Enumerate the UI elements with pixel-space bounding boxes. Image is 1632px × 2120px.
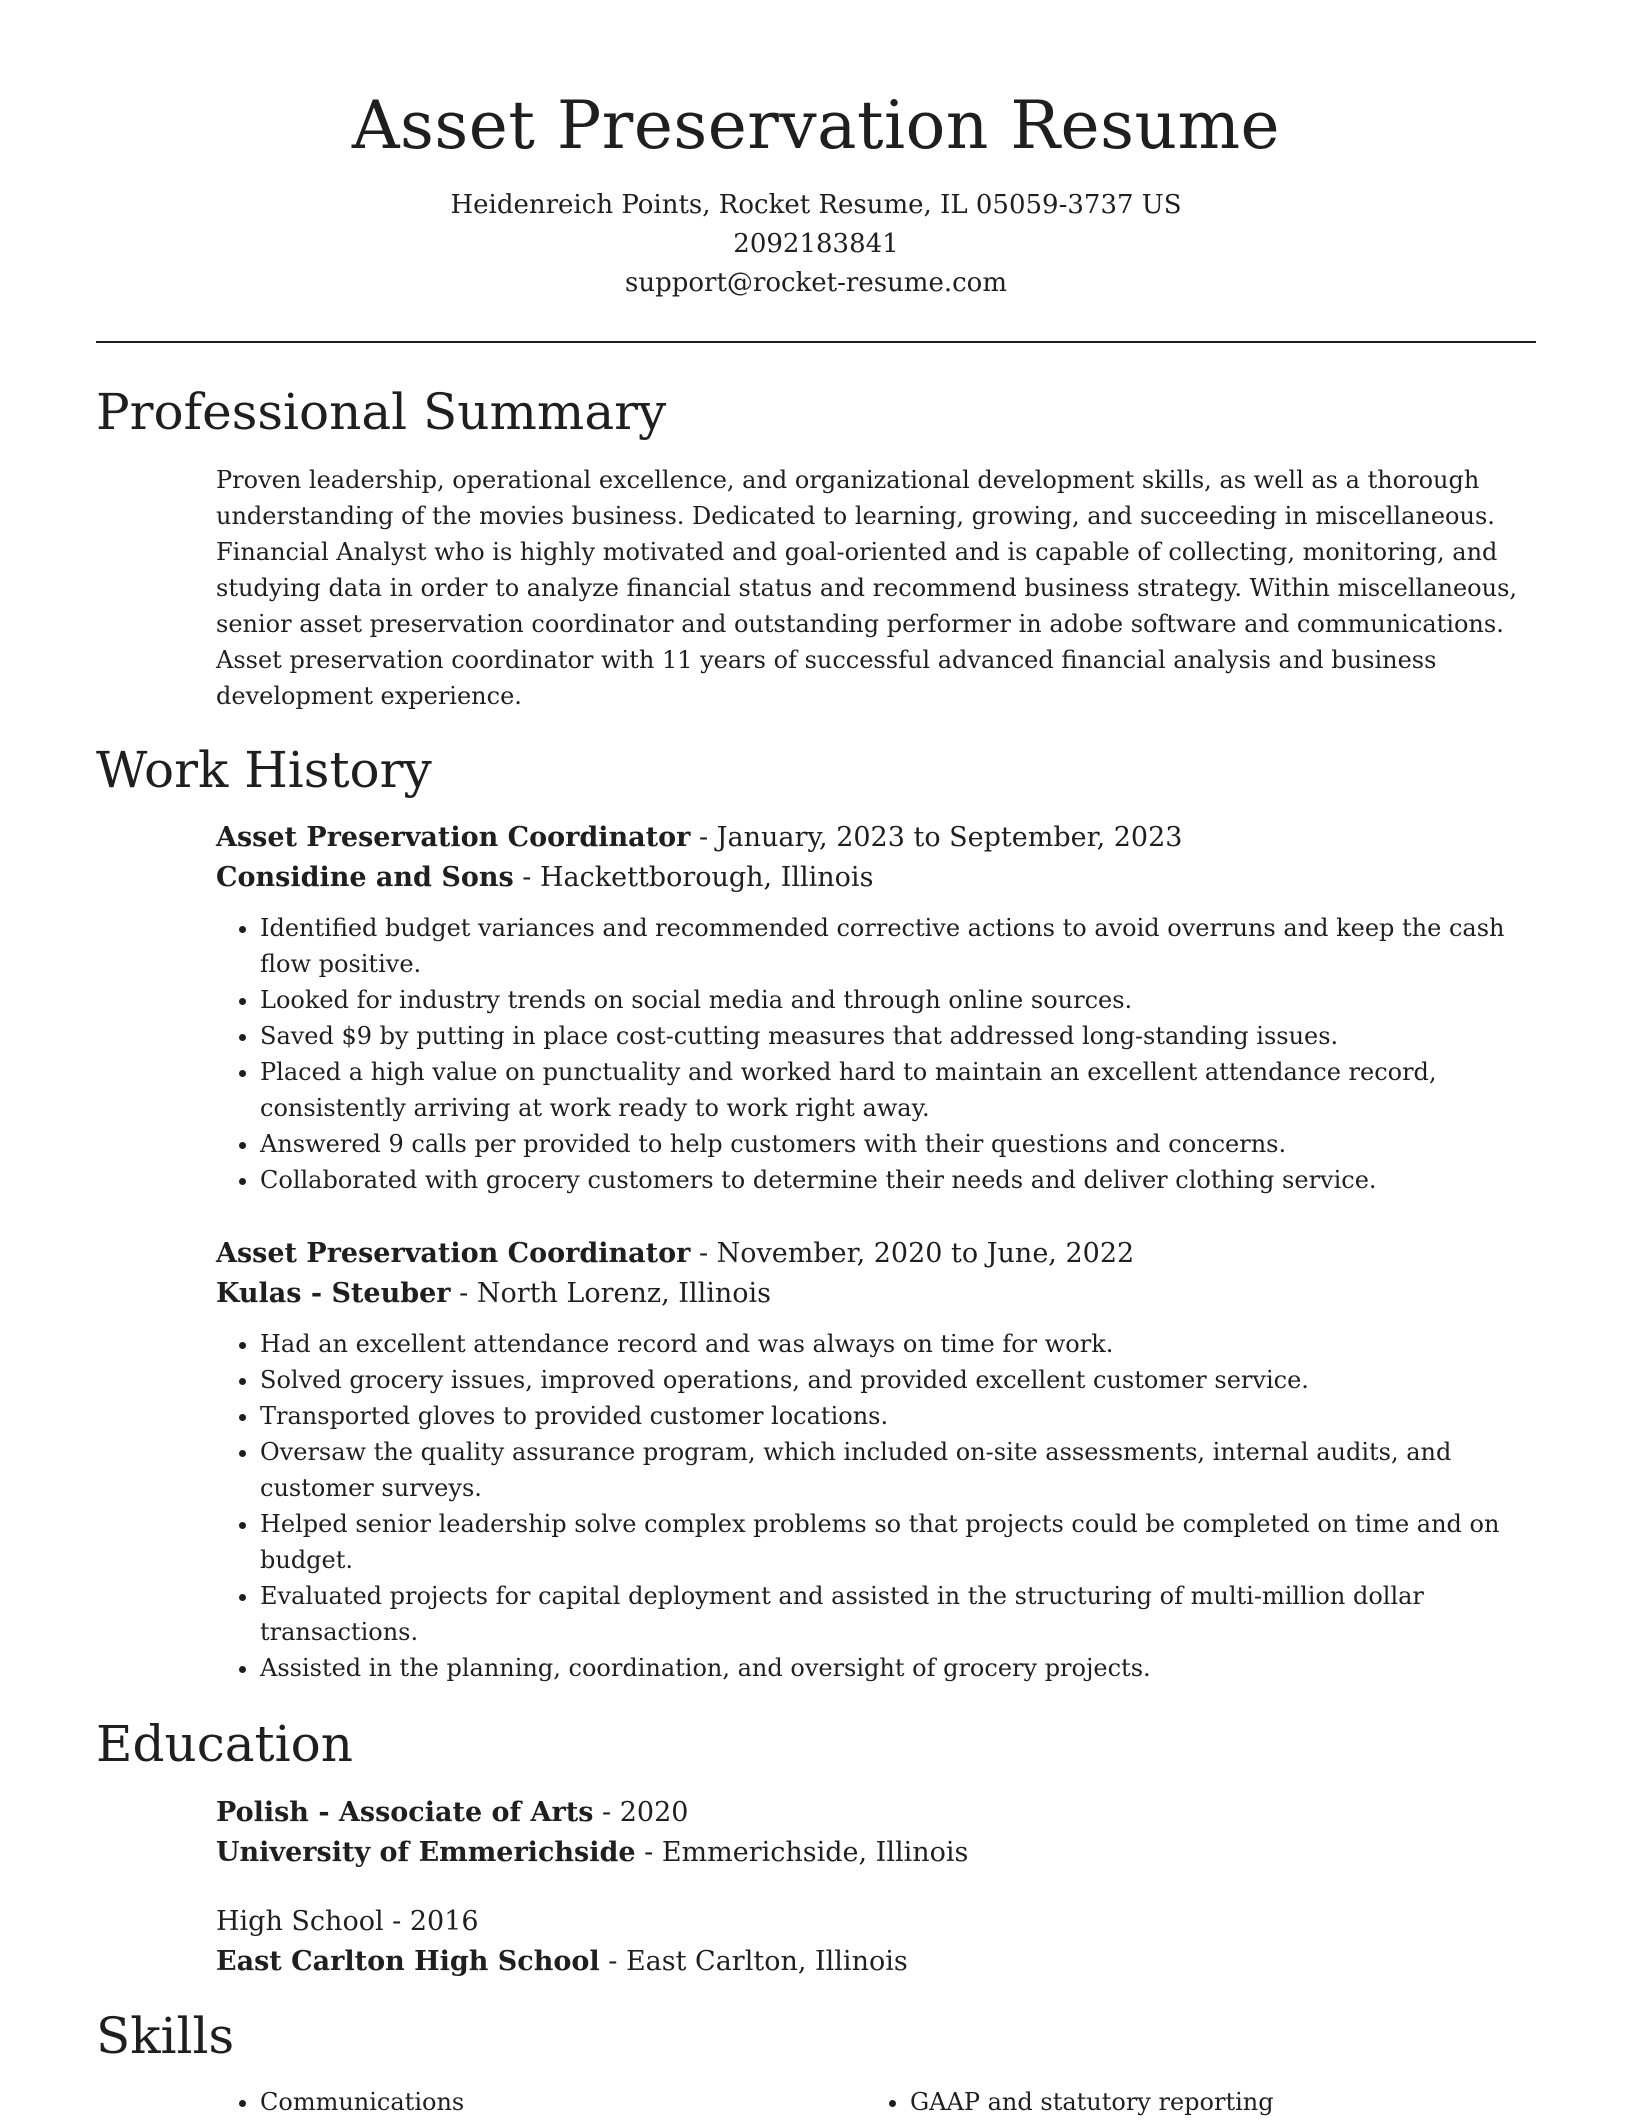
job-entry	[216, 1234, 1536, 1686]
contact-phone: 2092183841	[733, 229, 899, 259]
list-item: • Placed a high value on punctuality and worked hard to maintain an excellent attendance record, consistently arriving at work ready to work right away.	[260, 1054, 1536, 1126]
education-entry	[216, 1902, 1536, 1982]
school-line	[216, 1833, 1536, 1873]
list-item: • Had an excellent attendance record and was always on time for work.	[260, 1326, 1536, 1362]
resume-header	[96, 80, 1536, 303]
skills-column-right	[866, 2084, 1516, 2120]
job-company-line	[216, 1274, 1536, 1314]
job-company: Considine and Sons	[216, 862, 514, 893]
header-divider	[96, 341, 1536, 343]
job-title-line	[216, 1234, 1536, 1274]
degree-line	[216, 1902, 1536, 1942]
separator: -	[450, 1278, 477, 1309]
list-item: • GAAP and statutory reporting	[910, 2084, 1516, 2120]
separator: -	[690, 1238, 717, 1269]
work-history-heading: Work History	[96, 741, 432, 799]
list-item: • Saved $9 by putting in place cost-cutting measures that addressed long-standing issues.	[260, 1018, 1536, 1054]
list-item: • Identified budget variances and recommended corrective actions to avoid overruns and keep the cash flow positive.	[260, 910, 1536, 982]
job-entry	[216, 818, 1536, 1198]
skills-column-left	[216, 2084, 866, 2120]
skills-heading: Skills	[96, 2007, 235, 2065]
separator: -	[513, 862, 540, 893]
list-item: • Assisted in the planning, coordination, and oversight of grocery projects.	[260, 1650, 1536, 1686]
degree-year: High School - 2016	[216, 1906, 479, 1937]
skills-list	[216, 2084, 1536, 2120]
job-title: Asset Preservation Coordinator	[216, 1238, 691, 1269]
job-bullets	[216, 1326, 1536, 1686]
summary-text: Proven leadership, operational excellence, and organizational development skills, as well as a thorough understanding of the movies business. Dedicated to learning, growing, and succeeding in miscellaneous. Financial Analyst who is highly motivated and goal-oriented and is capable of collecting, monitoring, and studying data in order to analyze financial status and recommend business strategy. Within miscellaneous, senior asset preservation coordinator and outstanding performer in adobe software and communications. Asset preservation coordinator with 11 years of successful advanced financial analysis and business development experience.	[216, 466, 1518, 710]
job-dates: November, 2020 to June, 2022	[716, 1238, 1135, 1269]
degree-year: - 2020	[593, 1797, 689, 1828]
contact-address: Heidenreich Points, Rocket Resume, IL 05059-3737 US	[450, 190, 1182, 220]
degree: Polish - Associate of Arts	[216, 1797, 594, 1828]
job-company-line	[216, 858, 1536, 898]
job-title-line	[216, 818, 1536, 858]
school-location: - Emmerichside, Illinois	[635, 1837, 969, 1868]
page-title: Asset Preservation Resume	[351, 87, 1281, 164]
job-dates: January, 2023 to September, 2023	[716, 822, 1183, 853]
job-title: Asset Preservation Coordinator	[216, 822, 691, 853]
education-heading: Education	[96, 1715, 353, 1773]
school-name: University of Emmerichside	[216, 1837, 636, 1868]
list-item: • Solved grocery issues, improved operations, and provided excellent customer service.	[260, 1362, 1536, 1398]
list-item: • Evaluated projects for capital deployment and assisted in the structuring of multi-million dollar transactions.	[260, 1578, 1536, 1650]
list-item: • Helped senior leadership solve complex problems so that projects could be completed on time and on budget.	[260, 1506, 1536, 1578]
job-location: Hackettborough, Illinois	[539, 862, 874, 893]
list-item: • Answered 9 calls per provided to help customers with their questions and concerns.	[260, 1126, 1536, 1162]
list-item: • Looked for industry trends on social media and through online sources.	[260, 982, 1536, 1018]
contact-email: support@rocket-resume.com	[624, 268, 1007, 298]
job-location: North Lorenz, Illinois	[476, 1278, 771, 1309]
school-line	[216, 1942, 1536, 1982]
list-item: • Oversaw the quality assurance program, which included on-site assessments, internal audits, and customer surveys.	[260, 1434, 1536, 1506]
list-item: • Collaborated with grocery customers to determine their needs and deliver clothing service.	[260, 1162, 1536, 1198]
degree-line	[216, 1793, 1536, 1833]
school-name: East Carlton High School	[216, 1946, 600, 1977]
job-bullets	[216, 910, 1536, 1198]
list-item: • Transported gloves to provided customer locations.	[260, 1398, 1536, 1434]
education-entry	[216, 1793, 1536, 1873]
job-company: Kulas - Steuber	[216, 1278, 451, 1309]
school-location: - East Carlton, Illinois	[599, 1946, 908, 1977]
summary-heading: Professional Summary	[96, 383, 667, 441]
separator: -	[690, 822, 717, 853]
list-item: • Communications	[260, 2084, 866, 2120]
